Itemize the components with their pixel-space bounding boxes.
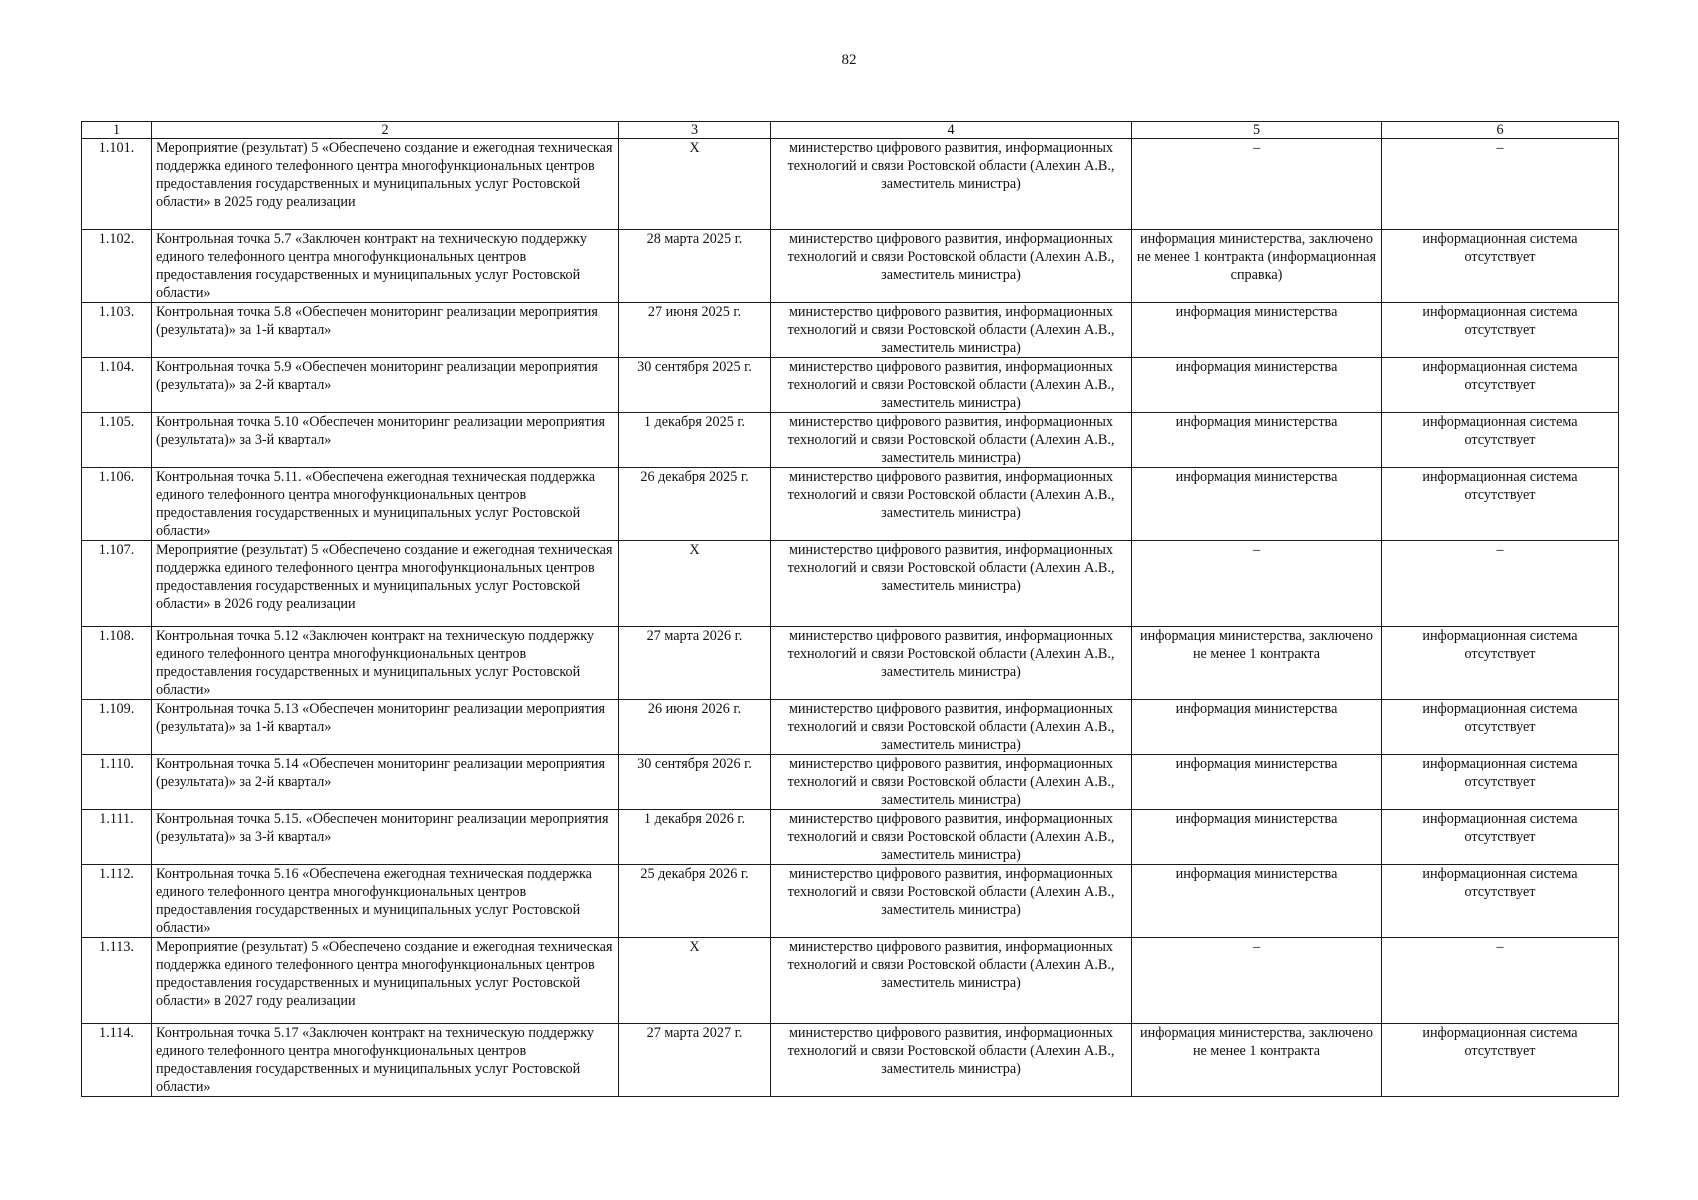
item-description: Контрольная точка 5.17 «Заключен контракт на техническую поддержку единого телефонного центра многофункциональных центров предоставления государственных и муниципальных услуг Ростовской области» (152, 1024, 619, 1097)
responsible-executor: министерство цифрового развития, информационных технологий и связи Ростовской области (Алехин А.В., заместитель министра) (771, 139, 1132, 230)
confirming-document: информация министерства, заключено не менее 1 контракта (1132, 1024, 1382, 1097)
information-system: информационная система отсутствует (1382, 700, 1619, 755)
item-number: 1.111. (82, 810, 152, 865)
responsible-executor: министерство цифрового развития, информационных технологий и связи Ростовской области (Алехин А.В., заместитель министра) (771, 230, 1132, 303)
responsible-executor: министерство цифрового развития, информационных технологий и связи Ростовской области (Алехин А.В., заместитель министра) (771, 468, 1132, 541)
column-number-row (82, 122, 1619, 139)
deadline-date: 27 июня 2025 г. (619, 303, 771, 358)
responsible-executor: министерство цифрового развития, информационных технологий и связи Ростовской области (Алехин А.В., заместитель министра) (771, 413, 1132, 468)
responsible-executor: министерство цифрового развития, информационных технологий и связи Ростовской области (Алехин А.В., заместитель министра) (771, 865, 1132, 938)
information-system: – (1382, 139, 1619, 230)
confirming-document: информация министерства (1132, 358, 1382, 413)
column-number-header: 3 (619, 122, 771, 139)
table-row (82, 139, 1619, 230)
item-number: 1.104. (82, 358, 152, 413)
confirming-document: – (1132, 938, 1382, 1024)
item-description: Контрольная точка 5.15. «Обеспечен мониторинг реализации мероприятия (результата)» за 3-й квартал» (152, 810, 619, 865)
confirming-document: информация министерства (1132, 755, 1382, 810)
information-system: информационная система отсутствует (1382, 865, 1619, 938)
item-description: Мероприятие (результат) 5 «Обеспечено создание и ежегодная техническая поддержка единого телефонного центра многофункциональных центров предоставления государственных и муниципальных услуг Ростовской области» в 2025 году реализации (152, 139, 619, 230)
information-system: информационная система отсутствует (1382, 303, 1619, 358)
table-row (82, 755, 1619, 810)
item-description: Контрольная точка 5.7 «Заключен контракт на техническую поддержку единого телефонного центра многофункциональных центров предоставления государственных и муниципальных услуг Ростовской области» (152, 230, 619, 303)
deadline-date: 26 декабря 2025 г. (619, 468, 771, 541)
column-number-header: 4 (771, 122, 1132, 139)
item-description: Контрольная точка 5.11. «Обеспечена ежегодная техническая поддержка единого телефонного центра многофункциональных центров предоставления государственных и муниципальных услуг Ростовской области» (152, 468, 619, 541)
table-row (82, 413, 1619, 468)
column-number-header: 2 (152, 122, 619, 139)
item-number: 1.114. (82, 1024, 152, 1097)
table-row (82, 865, 1619, 938)
item-number: 1.112. (82, 865, 152, 938)
responsible-executor: министерство цифрового развития, информационных технологий и связи Ростовской области (Алехин А.В., заместитель министра) (771, 627, 1132, 700)
information-system: информационная система отсутствует (1382, 358, 1619, 413)
table-row (82, 541, 1619, 627)
table-row (82, 938, 1619, 1024)
item-number: 1.108. (82, 627, 152, 700)
table-row (82, 230, 1619, 303)
item-description: Контрольная точка 5.8 «Обеспечен мониторинг реализации мероприятия (результата)» за 1-й квартал» (152, 303, 619, 358)
information-system: информационная система отсутствует (1382, 230, 1619, 303)
deadline-date: 1 декабря 2025 г. (619, 413, 771, 468)
item-number: 1.109. (82, 700, 152, 755)
responsible-executor: министерство цифрового развития, информационных технологий и связи Ростовской области (Алехин А.В., заместитель министра) (771, 303, 1132, 358)
deadline-date: 1 декабря 2026 г. (619, 810, 771, 865)
item-description: Контрольная точка 5.14 «Обеспечен мониторинг реализации мероприятия (результата)» за 2-й квартал» (152, 755, 619, 810)
item-number: 1.105. (82, 413, 152, 468)
information-system: информационная система отсутствует (1382, 413, 1619, 468)
column-number-header: 1 (82, 122, 152, 139)
information-system: информационная система отсутствует (1382, 627, 1619, 700)
table-row (82, 700, 1619, 755)
item-number: 1.102. (82, 230, 152, 303)
confirming-document: – (1132, 541, 1382, 627)
information-system: информационная система отсутствует (1382, 810, 1619, 865)
page-number: 82 (841, 52, 857, 68)
table-row (82, 627, 1619, 700)
confirming-document: информация министерства, заключено не менее 1 контракта (информационная справка) (1132, 230, 1382, 303)
table-row (82, 358, 1619, 413)
confirming-document: информация министерства (1132, 413, 1382, 468)
table-row (82, 1024, 1619, 1097)
confirming-document: информация министерства (1132, 303, 1382, 358)
item-number: 1.107. (82, 541, 152, 627)
item-description: Контрольная точка 5.12 «Заключен контракт на техническую поддержку единого телефонного центра многофункциональных центров предоставления государственных и муниципальных услуг Ростовской области» (152, 627, 619, 700)
confirming-document: информация министерства (1132, 810, 1382, 865)
information-system: информационная система отсутствует (1382, 755, 1619, 810)
item-description: Контрольная точка 5.10 «Обеспечен мониторинг реализации мероприятия (результата)» за 3-й квартал» (152, 413, 619, 468)
item-number: 1.110. (82, 755, 152, 810)
item-description: Контрольная точка 5.16 «Обеспечена ежегодная техническая поддержка единого телефонного центра многофункциональных центров предоставления государственных и муниципальных услуг Ростовской области» (152, 865, 619, 938)
item-description: Контрольная точка 5.13 «Обеспечен мониторинг реализации мероприятия (результата)» за 1-й квартал» (152, 700, 619, 755)
information-system: информационная система отсутствует (1382, 468, 1619, 541)
responsible-executor: министерство цифрового развития, информационных технологий и связи Ростовской области (Алехин А.В., заместитель министра) (771, 358, 1132, 413)
confirming-document: информация министерства (1132, 700, 1382, 755)
information-system: – (1382, 938, 1619, 1024)
deadline-date: 26 июня 2026 г. (619, 700, 771, 755)
table-row (82, 303, 1619, 358)
information-system: – (1382, 541, 1619, 627)
deadline-date: 30 сентября 2026 г. (619, 755, 771, 810)
responsible-executor: министерство цифрового развития, информационных технологий и связи Ростовской области (Алехин А.В., заместитель министра) (771, 938, 1132, 1024)
deadline-date: 25 декабря 2026 г. (619, 865, 771, 938)
responsible-executor: министерство цифрового развития, информационных технологий и связи Ростовской области (Алехин А.В., заместитель министра) (771, 541, 1132, 627)
responsible-executor: министерство цифрового развития, информационных технологий и связи Ростовской области (Алехин А.В., заместитель министра) (771, 755, 1132, 810)
column-number-header: 5 (1132, 122, 1382, 139)
item-description: Мероприятие (результат) 5 «Обеспечено создание и ежегодная техническая поддержка единого телефонного центра многофункциональных центров предоставления государственных и муниципальных услуг Ростовской области» в 2027 году реализации (152, 938, 619, 1024)
column-number-header: 6 (1382, 122, 1619, 139)
responsible-executor: министерство цифрового развития, информационных технологий и связи Ростовской области (Алехин А.В., заместитель министра) (771, 810, 1132, 865)
deadline-date: 27 марта 2026 г. (619, 627, 771, 700)
item-description: Контрольная точка 5.9 «Обеспечен мониторинг реализации мероприятия (результата)» за 2-й квартал» (152, 358, 619, 413)
item-number: 1.113. (82, 938, 152, 1024)
item-number: 1.103. (82, 303, 152, 358)
item-number: 1.106. (82, 468, 152, 541)
deadline-date: Х (619, 139, 771, 230)
control-points-table (81, 121, 1619, 1097)
item-description: Мероприятие (результат) 5 «Обеспечено создание и ежегодная техническая поддержка единого телефонного центра многофункциональных центров предоставления государственных и муниципальных услуг Ростовской области» в 2026 году реализации (152, 541, 619, 627)
deadline-date: Х (619, 541, 771, 627)
table-row (82, 468, 1619, 541)
deadline-date: 28 марта 2025 г. (619, 230, 771, 303)
information-system: информационная система отсутствует (1382, 1024, 1619, 1097)
item-number: 1.101. (82, 139, 152, 230)
deadline-date: 30 сентября 2025 г. (619, 358, 771, 413)
table-row (82, 810, 1619, 865)
responsible-executor: министерство цифрового развития, информационных технологий и связи Ростовской области (Алехин А.В., заместитель министра) (771, 1024, 1132, 1097)
responsible-executor: министерство цифрового развития, информационных технологий и связи Ростовской области (Алехин А.В., заместитель министра) (771, 700, 1132, 755)
deadline-date: Х (619, 938, 771, 1024)
deadline-date: 27 марта 2027 г. (619, 1024, 771, 1097)
confirming-document: информация министерства (1132, 865, 1382, 938)
confirming-document: – (1132, 139, 1382, 230)
confirming-document: информация министерства, заключено не менее 1 контракта (1132, 627, 1382, 700)
confirming-document: информация министерства (1132, 468, 1382, 541)
